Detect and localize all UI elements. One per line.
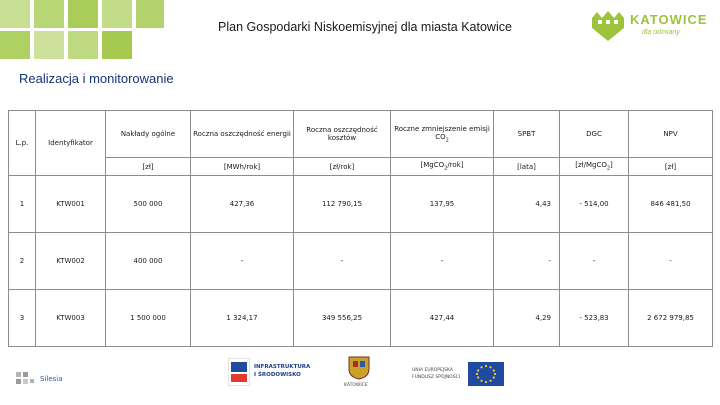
col-header-koszty: Roczna oszczędność kosztów bbox=[294, 111, 391, 158]
katowice-logo bbox=[590, 8, 708, 48]
cell-spbt: 4,43 bbox=[494, 176, 560, 233]
section-title: Realizacja i monitorowanie bbox=[19, 71, 174, 86]
col-header-lp: L.p. bbox=[9, 111, 36, 176]
cell-dgc: - bbox=[560, 233, 629, 290]
silesia-logo bbox=[14, 370, 74, 390]
cell-id: KTW003 bbox=[36, 290, 106, 347]
eu-stars-icon bbox=[468, 362, 504, 386]
cell-spbt: 4,29 bbox=[494, 290, 560, 347]
col-header-energia: Roczna oszczędność energii bbox=[191, 111, 294, 158]
eu-flag bbox=[468, 362, 504, 386]
unit-koszty: [zł/rok] bbox=[294, 158, 391, 176]
ue-line1: UNIA EUROPEJSKA bbox=[412, 368, 453, 373]
cell-lp: 2 bbox=[9, 233, 36, 290]
col-header-spbt: SPBT bbox=[494, 111, 560, 158]
cell-energia: 1 324,17 bbox=[191, 290, 294, 347]
cell-id: KTW002 bbox=[36, 233, 106, 290]
cell-emisja: - bbox=[391, 233, 494, 290]
col-header-dgc: DGC bbox=[560, 111, 629, 158]
table-row bbox=[9, 290, 713, 347]
table-row bbox=[9, 233, 713, 290]
city-crown-icon bbox=[590, 8, 626, 42]
col-header-naklady: Nakłady ogólne bbox=[106, 111, 191, 158]
silesia-label: Silesia bbox=[40, 375, 63, 383]
cell-npv: - bbox=[629, 233, 713, 290]
page-title: Plan Gospodarki Niskoemisyjnej dla miasta Katowice bbox=[218, 20, 512, 34]
col-header-npv: NPV bbox=[629, 111, 713, 158]
results-table bbox=[8, 110, 712, 350]
cell-npv: 2 672 979,85 bbox=[629, 290, 713, 347]
city-crest-icon bbox=[348, 356, 370, 380]
ue-line2: FUNDUSZ SPÓJNOŚCI bbox=[412, 375, 461, 380]
katowice-crest-logo bbox=[342, 356, 376, 392]
footer-logos bbox=[0, 352, 720, 405]
katowice-crest-label: KATOWICE bbox=[344, 383, 368, 388]
eu-flag-badge-icon bbox=[228, 358, 250, 386]
infra-line1: INFRASTRUKTURA bbox=[254, 364, 311, 370]
cell-lp: 1 bbox=[9, 176, 36, 233]
cell-dgc: - 514,00 bbox=[560, 176, 629, 233]
ue-fund-text bbox=[412, 366, 462, 386]
cell-emisja: 427,44 bbox=[391, 290, 494, 347]
cell-dgc: - 523,83 bbox=[560, 290, 629, 347]
cell-energia: 427,36 bbox=[191, 176, 294, 233]
cell-energia: - bbox=[191, 233, 294, 290]
infrastruktura-logo bbox=[228, 358, 310, 388]
header bbox=[0, 0, 720, 60]
unit-npv: [zł] bbox=[629, 158, 713, 176]
table-header-row bbox=[9, 111, 713, 158]
infra-line2: I ŚRODOWISKO bbox=[254, 372, 301, 378]
table-unit-row bbox=[9, 158, 713, 176]
cell-npv: 846 481,50 bbox=[629, 176, 713, 233]
cell-naklady: 500 000 bbox=[106, 176, 191, 233]
cell-id: KTW001 bbox=[36, 176, 106, 233]
cell-koszty: 349 556,25 bbox=[294, 290, 391, 347]
cell-lp: 3 bbox=[9, 290, 36, 347]
col-header-id: Identyfikator bbox=[36, 111, 106, 176]
cell-koszty: 112 790,15 bbox=[294, 176, 391, 233]
decorative-squares bbox=[0, 0, 165, 60]
cell-koszty: - bbox=[294, 233, 391, 290]
logo-word: KATOWICE bbox=[630, 12, 708, 27]
unit-spbt: [lata] bbox=[494, 158, 560, 176]
silesia-icon bbox=[14, 370, 36, 388]
unit-dgc: [zł/MgCO$_2$] bbox=[560, 158, 629, 176]
cell-spbt: - bbox=[494, 233, 560, 290]
col-header-emisja: Roczne zmniejszenie emisji $CO_2$ bbox=[391, 111, 494, 158]
cell-naklady: 1 500 000 bbox=[106, 290, 191, 347]
cell-naklady: 400 000 bbox=[106, 233, 191, 290]
table-row bbox=[9, 176, 713, 233]
logo-subtitle: dla odmiany bbox=[642, 29, 680, 36]
cell-emisja: 137,95 bbox=[391, 176, 494, 233]
unit-emisja: [MgCO$_2$/rok] bbox=[391, 158, 494, 176]
unit-naklady: [zł] bbox=[106, 158, 191, 176]
unit-energia: [MWh/rok] bbox=[191, 158, 294, 176]
